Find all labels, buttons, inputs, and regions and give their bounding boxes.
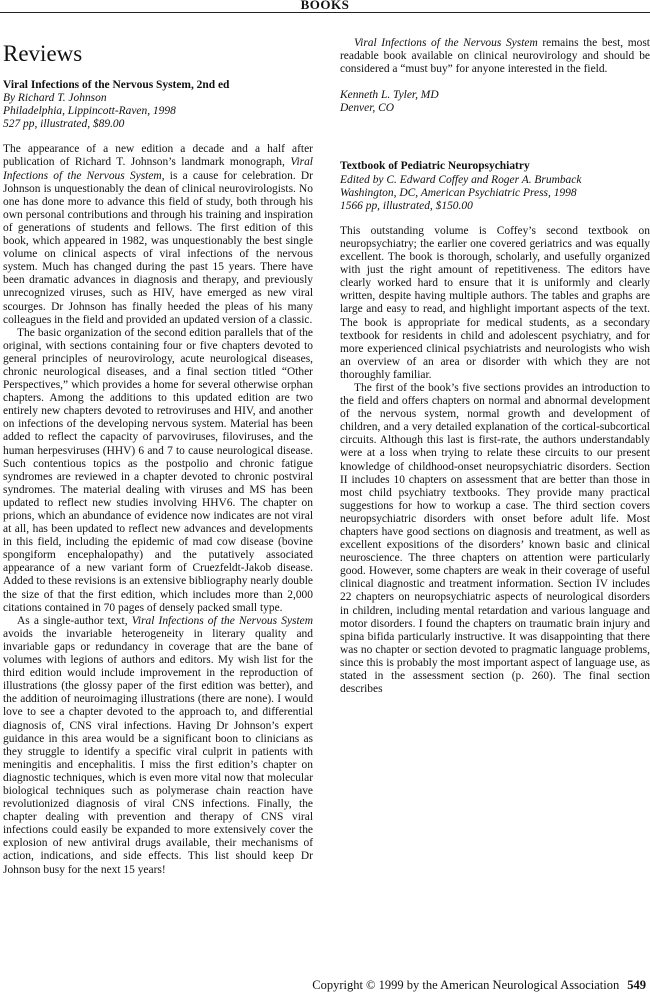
page-number: 549 (627, 978, 646, 992)
review2-header (340, 160, 650, 212)
page-title: Reviews (3, 41, 83, 66)
review1-title: Viral Infections of the Nervous System, 2nd ed (3, 79, 230, 91)
review2-editors: Edited by C. Edward Coffey and Roger A. Brumback (340, 173, 582, 186)
left-column (3, 36, 313, 877)
review1-details: 527 pp, illustrated, $89.00 (3, 118, 125, 131)
page-footer (312, 978, 646, 993)
review2-paragraph-1: This outstanding volume is Coffey’s second textbook on neuropsychiatry; the earlier one covered geriatrics and was equally excellent. The book is thorough, scholarly, and usefully organized with just the right amount of repetitiveness. The editors have clearly worked hard to ensure that it is uniformly and clearly written, despite having multiple authors. The tables and graphs are large and easy to read, and highlight important aspects of the text. The book is appropriate for medical students, as a secondary textbook for residents in child and adolescent psychiatry, and for more experienced clinical psychiatrists and neurologists who wish an overview of an area or disorder with which they are not thoroughly familiar. (340, 224, 650, 381)
review2-paragraph-2: The first of the book’s five sections provides an introduction to the field and offers chapters on normal and abnormal development of the nervous system, normal growth and development of children, and a very detailed explanation of the cortical-subcortical circuits. Although this last is first-rate, the authors understandably were at a loss when trying to relate these circuits to our present knowledge of childhood-onset neuropsychiatric disorders. Section II includes 10 chapters on assessment that are better than those in most child psychiatry textbooks. They provide many practical suggestions for how to workup a case. The third section covers neuropsychiatric disorders with onset before adult life. Most chapters have good sections on diagnosis and treatment, as well as excellent expositions of the disorders’ known basic and clinical neuroscience. The three chapters on attention were particularly good. However, some chapters are weak in their coverage of useful clinical diagnostic and treatment information. Section IV includes 22 chapters on neuropsychiatric aspects of neurological disorders in children, including mental retardation and various language and motor disorders. I found the chapters on traumatic brain injury and spina bifida particularly instructive. It was disappointing that there was no chapter or section devoted to pragmatic language problems, since this is probably the most important aspect of language use, as stated in the assessment section (p. 260). The final section describes (340, 381, 650, 696)
review1-publisher: Philadelphia, Lippincott-Raven, 1998 (3, 105, 176, 118)
review2-details: 1566 pp, illustrated, $150.00 (340, 199, 473, 212)
review1-author: By Richard T. Johnson (3, 92, 107, 105)
review1-paragraph-1: The appearance of a new edition a decade and a half after publication of Richard T. Johnson’s landmark monograph, Viral Infections of the Nervous System, is a cause for celebration. Dr Johnson is unquestionably the dean of clinical neurovirologists. No one has done more to advance this field of study, both through his own personal contributions and through his training and inspiration of generations of students and fellows. The first edition of this book, which appeared in 1982, was unquestionably the best single volume on clinical aspects of viral infections of the nervous system. Much has changed during the past 15 years. There have been dramatic advances in diagnosis and therapy, and previously unrecognized viruses, such as HIV, have emerged as new viral scourges. Dr Johnson has finally heeded the pleas of his many colleagues in the field and provided an updated version of a classic. (3, 143, 313, 326)
review2-publisher: Washington, DC, American Psychiatric Press, 1998 (340, 186, 577, 199)
review1-signature (340, 89, 650, 115)
review1-paragraph-2: The basic organization of the second edition parallels that of the original, with sections containing four or five chapters devoted to general principles of neurovirology, acute neurological diseases, chronic neurological diseases, and a final section titled “Other Perspectives,” which provides a home for several otherwise orphan chapters. Among the additions to this updated edition are two entirely new chapters devoted to retroviruses and HIV, and another on infections of the developing nervous system. Material has been added to reflect the capacity of parvoviruses, filoviruses, and the human herpesviruses (HHV) 6 and 7 to cause neurological disease. Such contentious topics as the postpolio and chronic fatigue syndromes are reviewed in a chapter devoted to chronic postviral syndromes. The material dealing with viruses and MS has been updated to reflect new studies involving HHV6. The chapter on prions, which an abundance of evidence now indicates are not viral at all, has been updated to reflect new advances and developments in this field, including the epidemic of mad cow disease (bovine spongiform encephalopathy) and the putatively associated appearance of a new variant form of Cruezfeldt-Jakob disease. Added to these revisions is an extensive bibliography nearly double the size of that the first edition, which includes more than 2,000 citations contained in 70 pages of densely packed small type. (3, 326, 313, 614)
section-header: BOOKS (300, 0, 350, 12)
copyright-notice: Copyright © 1999 by the American Neurological Association (312, 978, 620, 992)
review1-location: Denver, CO (340, 102, 394, 115)
review1-paragraph-4: Viral Infections of the Nervous System remains the best, most readable book available on clinical neurovirology and should be considered a “must buy” for anyone interested in the field. (340, 37, 650, 76)
header-rule (0, 12, 650, 13)
right-column (340, 37, 650, 696)
review1-paragraph-3: As a single-author text, Viral Infections of the Nervous System avoids the invariable heterogeneity in literary quality and invariable gaps or redundancy in coverage that are the bane of volumes with legions of authors and editors. My wish list for the third edition would include improvement in the reproduction of illustrations (the glossy paper of the first edition was better), and the addition of neuroimaging illustrations (there are none). I would love to see a chapter devoted to the approach to, and differential diagnosis of, CNS viral infections. Having Dr Johnson’s expert guidance in this area would be a significant boon to clinicians as they struggle to identify a specific viral culprit in patients with meningitis and encephalitis. I miss the first edition’s chapter on diagnostic techniques, which is even more vital now that molecular biological techniques such as polymerase chain reaction have revolutionized diagnosis of viral CNS infections. Finally, the chapter dealing with prevention and therapy of CNS viral infections could easily be expanded to more extensively cover the explosion of new antiviral drugs available, their mechanisms of action, indications, and side effects. This list should keep Dr Johnson busy for the next 15 years! (3, 614, 314, 876)
review1-header (3, 79, 313, 131)
review1-reviewer: Kenneth L. Tyler, MD (340, 89, 439, 102)
review2-title: Textbook of Pediatric Neuropsychiatry (340, 160, 530, 173)
